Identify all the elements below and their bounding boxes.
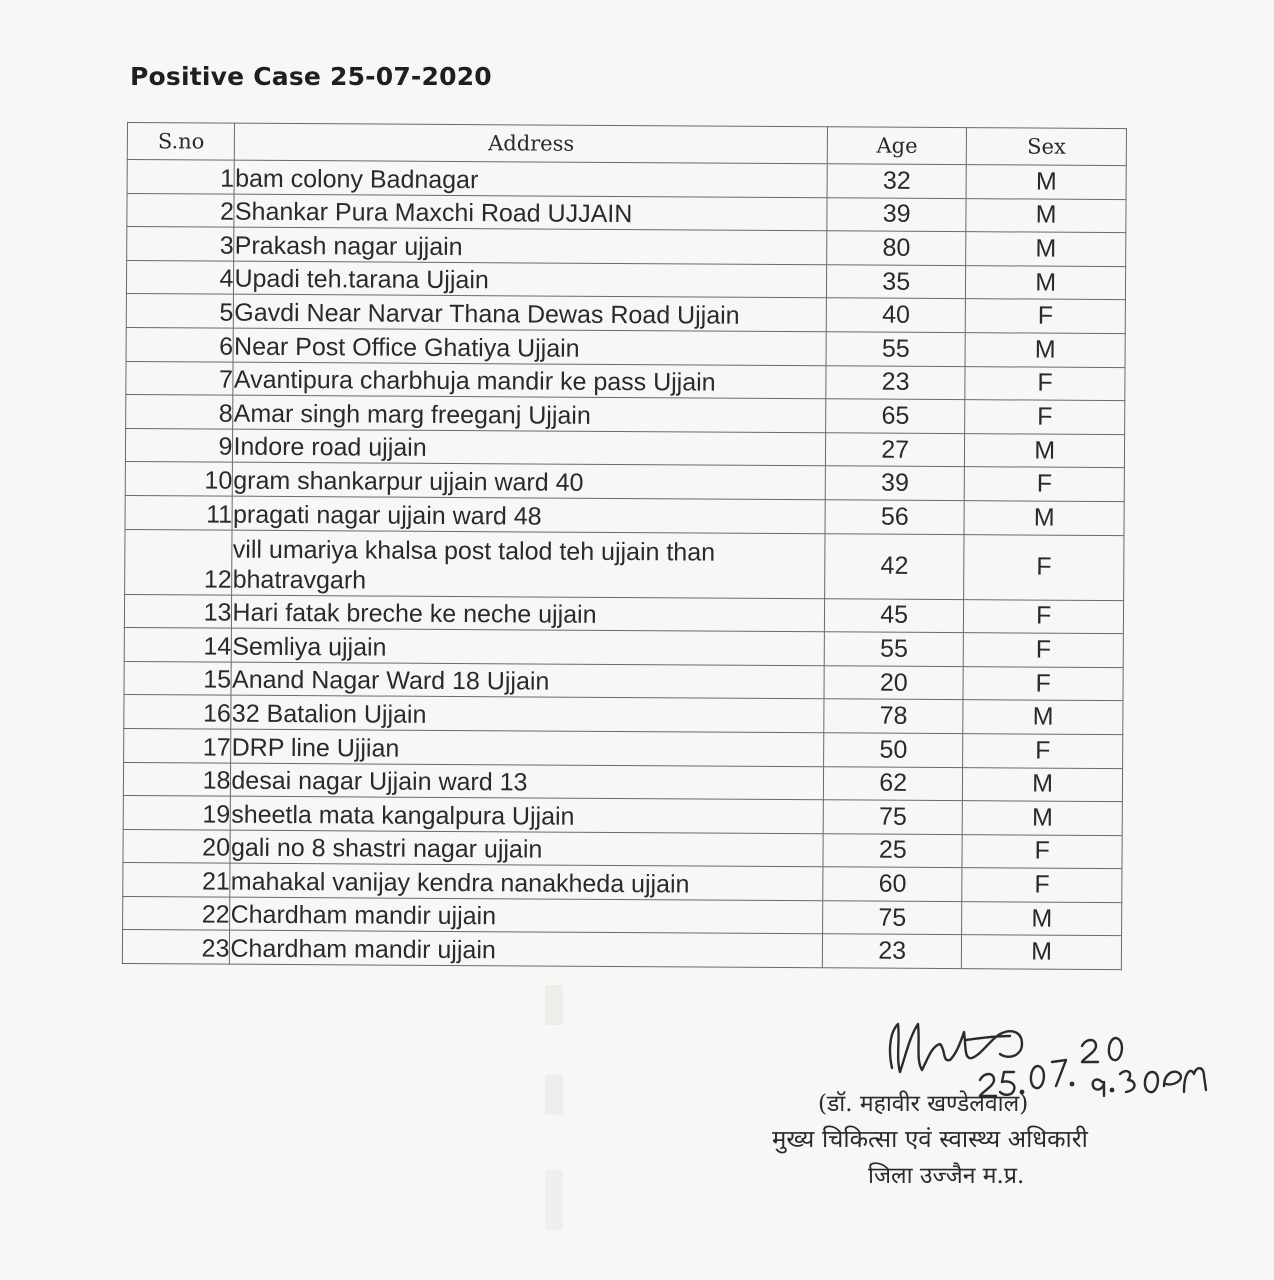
cell-address: Indore road ujjain bbox=[233, 429, 826, 466]
cell-sex: M bbox=[966, 165, 1126, 200]
cell-age: 56 bbox=[825, 500, 964, 534]
table-row bbox=[127, 227, 1126, 267]
cell-age: 23 bbox=[826, 365, 965, 399]
cell-sno: 14 bbox=[124, 628, 232, 662]
cell-sex: F bbox=[964, 599, 1124, 634]
header-age: Age bbox=[827, 127, 966, 165]
cell-sex: M bbox=[962, 801, 1122, 836]
cell-sex: M bbox=[966, 232, 1126, 267]
cell-sno: 3 bbox=[127, 227, 235, 261]
table-row bbox=[123, 863, 1122, 903]
cell-address: bam colony Badnagar bbox=[235, 160, 828, 197]
cell-sex: M bbox=[964, 501, 1124, 536]
cell-sex: M bbox=[963, 767, 1123, 802]
scan-artifact bbox=[545, 1075, 563, 1115]
cell-sno: 15 bbox=[124, 661, 232, 695]
cell-sex: M bbox=[963, 700, 1123, 735]
cell-sex: F bbox=[964, 633, 1124, 668]
table-row bbox=[123, 762, 1122, 802]
cell-sno: 17 bbox=[124, 728, 232, 762]
cell-age: 75 bbox=[823, 800, 962, 834]
cell-sno: 5 bbox=[126, 294, 234, 328]
cell-address: mahakal vanijay kendra nanakheda ujjain bbox=[230, 863, 823, 900]
cell-sex: M bbox=[962, 901, 1122, 936]
cell-age: 60 bbox=[823, 867, 962, 901]
cell-sno: 1 bbox=[127, 160, 235, 194]
cell-sno: 21 bbox=[123, 863, 231, 897]
table-row bbox=[126, 361, 1125, 401]
table-row bbox=[126, 327, 1125, 367]
scan-artifact bbox=[545, 1170, 563, 1230]
cell-age: 55 bbox=[826, 332, 965, 366]
cell-age: 78 bbox=[824, 699, 963, 733]
cell-address: desai nagar Ujjain ward 13 bbox=[231, 763, 824, 800]
cell-sno: 6 bbox=[126, 327, 234, 361]
cell-sno: 11 bbox=[125, 495, 233, 529]
cell-address: Upadi teh.tarana Ujjain bbox=[234, 261, 827, 298]
cell-sno: 23 bbox=[122, 930, 230, 964]
cell-sno: 22 bbox=[123, 896, 231, 930]
table-row bbox=[124, 728, 1123, 768]
table-row bbox=[125, 462, 1124, 502]
table-row bbox=[124, 661, 1123, 701]
cell-sex: F bbox=[963, 666, 1123, 701]
cell-sno: 7 bbox=[126, 361, 234, 395]
cell-age: 75 bbox=[823, 901, 962, 935]
cell-sex: M bbox=[966, 198, 1126, 233]
cell-sno: 9 bbox=[125, 428, 233, 462]
cell-sno: 8 bbox=[126, 395, 234, 429]
cell-address: gali no 8 shastri nagar ujjain bbox=[230, 830, 823, 867]
cell-address: Prakash nagar ujjain bbox=[234, 227, 827, 264]
table-row bbox=[126, 395, 1125, 435]
cell-sex: F bbox=[965, 366, 1125, 401]
cell-address: Near Post Office Ghatiya Ujjain bbox=[234, 328, 827, 365]
table-row bbox=[127, 193, 1126, 233]
officer-designation: मुख्य चिकित्सा एवं स्वास्थ्य अधिकारी bbox=[772, 1125, 1088, 1153]
cell-address: Avantipura charbhuja mandir ke pass Ujjain bbox=[233, 362, 826, 399]
cell-age: 27 bbox=[826, 433, 965, 467]
table-row bbox=[125, 529, 1124, 600]
table-row bbox=[123, 796, 1122, 836]
cell-address: Hari fatak breche ke neche ujjain bbox=[232, 595, 825, 632]
cell-sex: F bbox=[963, 734, 1123, 769]
cell-address: Chardham mandir ujjain bbox=[230, 897, 823, 934]
officer-name: (डॉ. महावीर खण्डेलवाल) bbox=[818, 1091, 1029, 1117]
scan-artifact bbox=[545, 985, 563, 1025]
cell-age: 40 bbox=[826, 298, 965, 332]
table-row bbox=[125, 495, 1124, 535]
cell-age: 65 bbox=[826, 399, 965, 433]
cell-sno: 18 bbox=[123, 762, 231, 796]
cell-address: Amar singh marg freeganj Ujjain bbox=[233, 395, 826, 432]
cell-age: 55 bbox=[824, 632, 963, 666]
cell-address: Chardham mandir ujjain bbox=[230, 931, 823, 968]
table-row bbox=[124, 628, 1123, 668]
cell-address: gram shankarpur ujjain ward 40 bbox=[233, 462, 826, 499]
table-row bbox=[126, 294, 1125, 334]
table-row bbox=[123, 829, 1122, 869]
cell-sex: M bbox=[966, 265, 1126, 300]
cell-age: 39 bbox=[827, 197, 966, 231]
cell-sex: F bbox=[964, 534, 1124, 600]
cell-sex: M bbox=[965, 433, 1125, 468]
cell-sno: 19 bbox=[123, 796, 231, 830]
cell-sno: 16 bbox=[124, 695, 232, 729]
cell-address: vill umariya khalsa post talod teh ujjain than bhatravgarh bbox=[232, 530, 825, 599]
cell-address: sheetla mata kangalpura Ujjain bbox=[231, 796, 824, 833]
cell-sex: M bbox=[965, 333, 1125, 368]
positive-cases-table bbox=[122, 122, 1127, 970]
officer-district: जिला उज्जैन म.प्र. bbox=[868, 1163, 1025, 1189]
cell-age: 32 bbox=[827, 164, 966, 198]
cell-sex: F bbox=[962, 868, 1122, 903]
table-row bbox=[127, 160, 1126, 200]
cell-address: Semliya ujjain bbox=[232, 628, 825, 665]
cell-age: 35 bbox=[827, 265, 966, 299]
cell-sno: 12 bbox=[125, 529, 233, 595]
header-sex: Sex bbox=[967, 128, 1127, 166]
table-row bbox=[123, 896, 1122, 936]
cell-sex: F bbox=[966, 299, 1126, 334]
cell-age: 25 bbox=[823, 833, 962, 867]
table-row bbox=[124, 594, 1123, 634]
page-title: Positive Case 25-07-2020 bbox=[130, 62, 492, 91]
cell-address: Gavdi Near Narvar Thana Dewas Road Ujjain bbox=[234, 295, 827, 332]
table-row bbox=[122, 930, 1121, 970]
cell-sno: 4 bbox=[126, 260, 234, 294]
cell-sex: F bbox=[965, 467, 1125, 502]
header-address: Address bbox=[235, 123, 828, 164]
cell-age: 62 bbox=[823, 766, 962, 800]
cell-age: 50 bbox=[824, 733, 963, 767]
signature-block bbox=[760, 1010, 1200, 1210]
cell-age: 80 bbox=[827, 231, 966, 265]
cell-sno: 20 bbox=[123, 829, 231, 863]
cell-sno: 2 bbox=[127, 193, 235, 227]
table-row bbox=[126, 260, 1125, 300]
cell-age: 42 bbox=[825, 533, 965, 599]
cell-address: 32 Batalion Ujjain bbox=[231, 695, 824, 732]
cell-sex: M bbox=[962, 935, 1122, 970]
cell-age: 20 bbox=[824, 665, 963, 699]
header-sno: S.no bbox=[127, 123, 235, 161]
cell-address: pragati nagar ujjain ward 48 bbox=[232, 496, 825, 533]
cell-address: DRP line Ujjian bbox=[231, 729, 824, 766]
table-header-row bbox=[127, 123, 1126, 166]
table-row bbox=[125, 428, 1124, 468]
cell-sno: 13 bbox=[124, 594, 232, 628]
table-body bbox=[122, 160, 1126, 970]
cell-address: Anand Nagar Ward 18 Ujjain bbox=[231, 662, 824, 699]
cell-age: 45 bbox=[825, 598, 964, 632]
cell-age: 39 bbox=[825, 466, 964, 500]
cell-address: Shankar Pura Maxchi Road UJJAIN bbox=[234, 194, 827, 231]
cell-age: 23 bbox=[822, 934, 961, 968]
cell-sno: 10 bbox=[125, 462, 233, 496]
table-row bbox=[124, 695, 1123, 735]
cell-sex: F bbox=[965, 400, 1125, 435]
cell-sex: F bbox=[962, 834, 1122, 869]
